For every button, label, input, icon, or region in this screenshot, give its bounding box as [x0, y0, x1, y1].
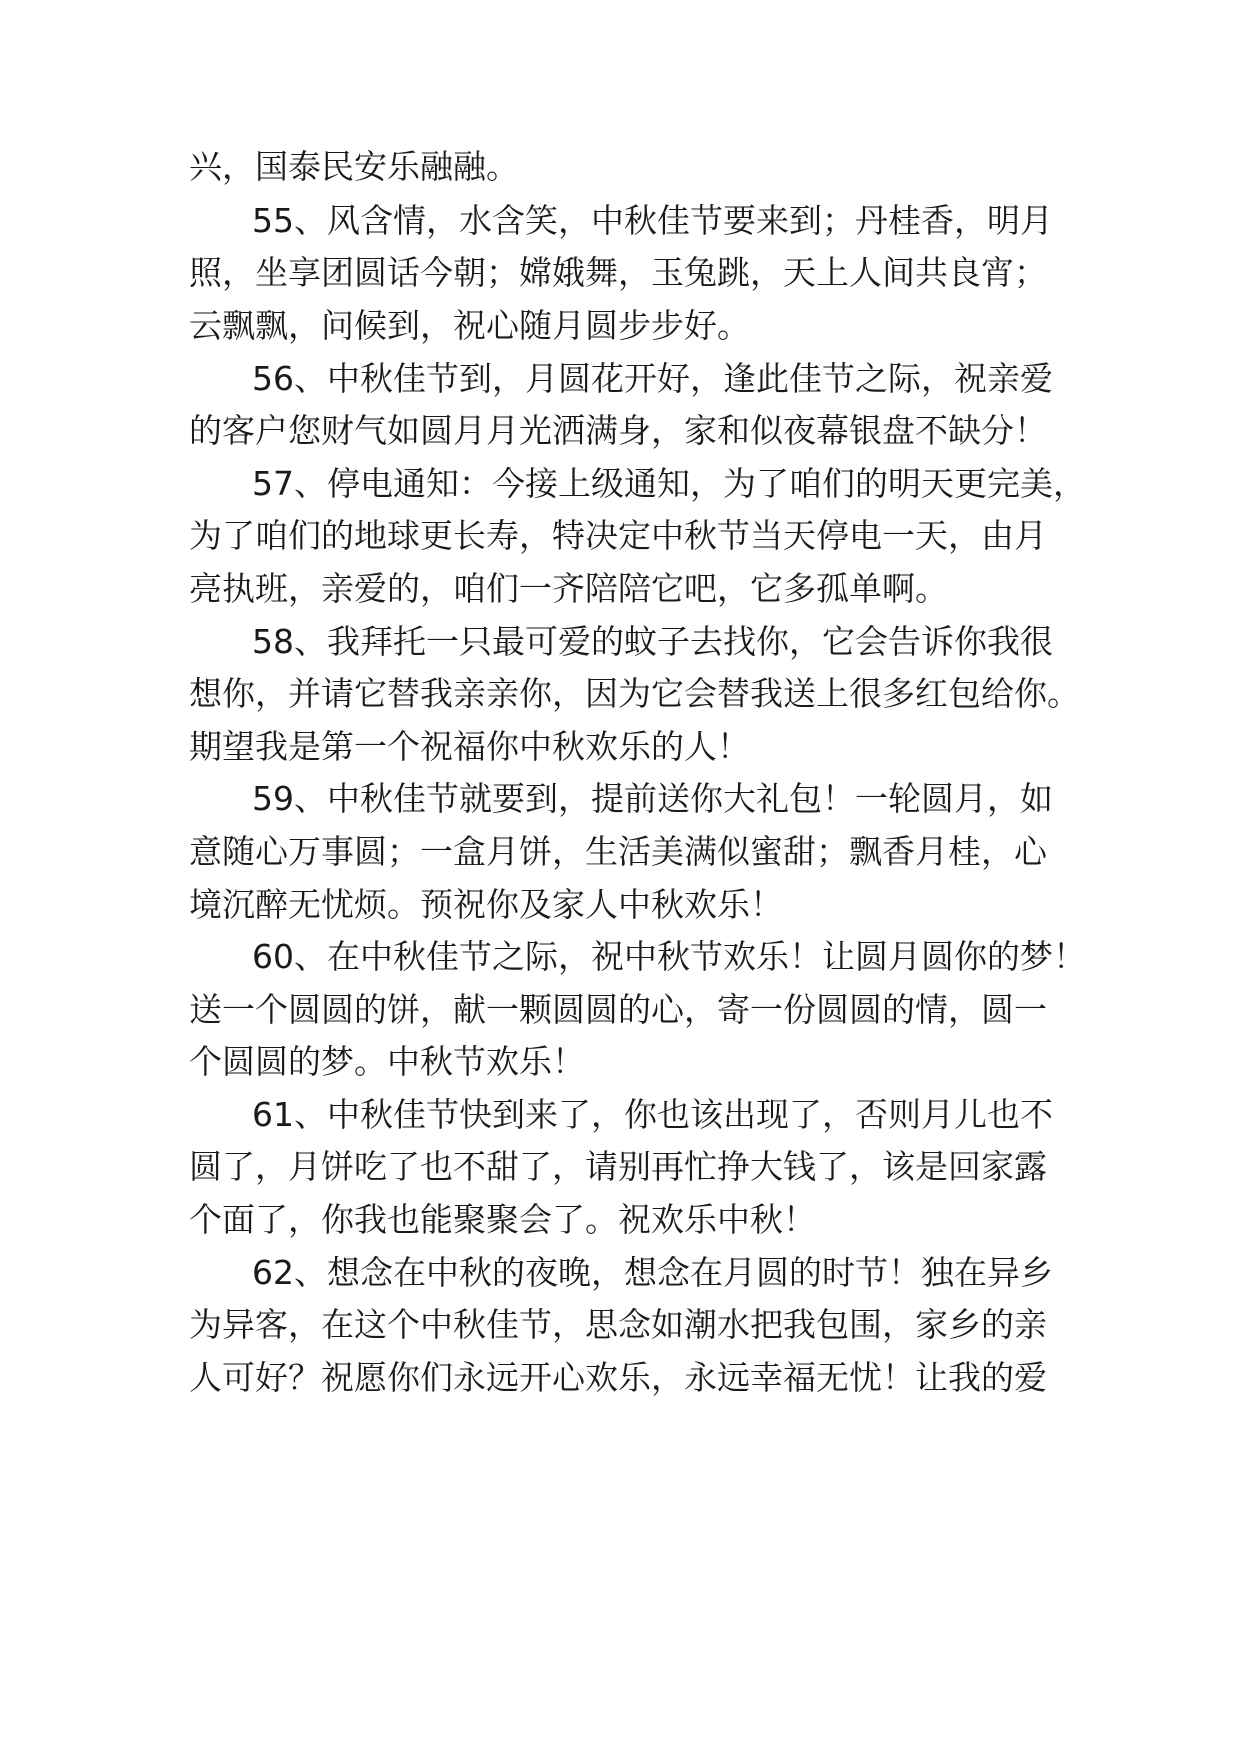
paragraph-59-line-1: 59、中秋佳节就要到，提前送你大礼包！一轮圆月，如 — [252, 779, 1053, 818]
paragraph-60-line-1: 60、在中秋佳节之际，祝中秋节欢乐！让圆月圆你的梦！ — [252, 937, 1086, 976]
text-line: 为异客，在这个中秋佳节，思念如潮水把我包围，家乡的亲 — [189, 1305, 1047, 1344]
paragraph-57-line-1: 57、停电通知：今接上级通知，为了咱们的明天更完美， — [252, 464, 1086, 503]
text-line: 境沉醉无忧烦。预祝你及家人中秋欢乐！ — [189, 885, 783, 924]
text-line: 人可好？祝愿你们永远开心欢乐，永远幸福无忧！让我的爱 — [189, 1358, 1047, 1397]
text-line: 的客户您财气如圆月月光洒满身，家和似夜幕银盘不缺分！ — [189, 411, 1047, 450]
text-line: 意随心万事圆；一盒月饼，生活美满似蜜甜；飘香月桂，心 — [189, 832, 1047, 871]
text-line: 云飘飘，问候到，祝心随月圆步步好。 — [189, 306, 750, 345]
paragraph-58-line-1: 58、我拜托一只最可爱的蚊子去找你，它会告诉你我很 — [252, 622, 1053, 661]
paragraph-55-line-1: 55、风含情，水含笑，中秋佳节要来到；丹桂香，明月 — [252, 201, 1053, 240]
text-line: 为了咱们的地球更长寿，特决定中秋节当天停电一天，由月 — [189, 516, 1047, 555]
text-line: 圆了，月饼吃了也不甜了，请别再忙挣大钱了，该是回家露 — [189, 1147, 1047, 1186]
paragraph-61-line-1: 61、中秋佳节快到来了，你也该出现了，否则月儿也不 — [252, 1095, 1053, 1134]
text-line: 个圆圆的梦。中秋节欢乐！ — [189, 1042, 585, 1081]
text-line: 送一个圆圆的饼，献一颗圆圆的心，寄一份圆圆的情，圆一 — [189, 990, 1047, 1029]
text-line: 想你，并请它替我亲亲你，因为它会替我送上很多红包给你。 — [189, 674, 1080, 713]
text-line: 期望我是第一个祝福你中秋欢乐的人！ — [189, 727, 750, 766]
paragraph-56-line-1: 56、中秋佳节到，月圆花开好，逢此佳节之际，祝亲爱 — [252, 359, 1053, 398]
text-line: 照，坐享团圆话今朝；嫦娥舞，玉兔跳，天上人间共良宵； — [189, 253, 1047, 292]
text-line: 兴，国泰民安乐融融。 — [189, 147, 519, 186]
text-line: 亮执班，亲爱的，咱们一齐陪陪它吧，它多孤单啊。 — [189, 569, 948, 608]
paragraph-62-line-1: 62、想念在中秋的夜晚，想念在月圆的时节！独在异乡 — [252, 1253, 1053, 1292]
text-line: 个面了，你我也能聚聚会了。祝欢乐中秋！ — [189, 1200, 816, 1239]
